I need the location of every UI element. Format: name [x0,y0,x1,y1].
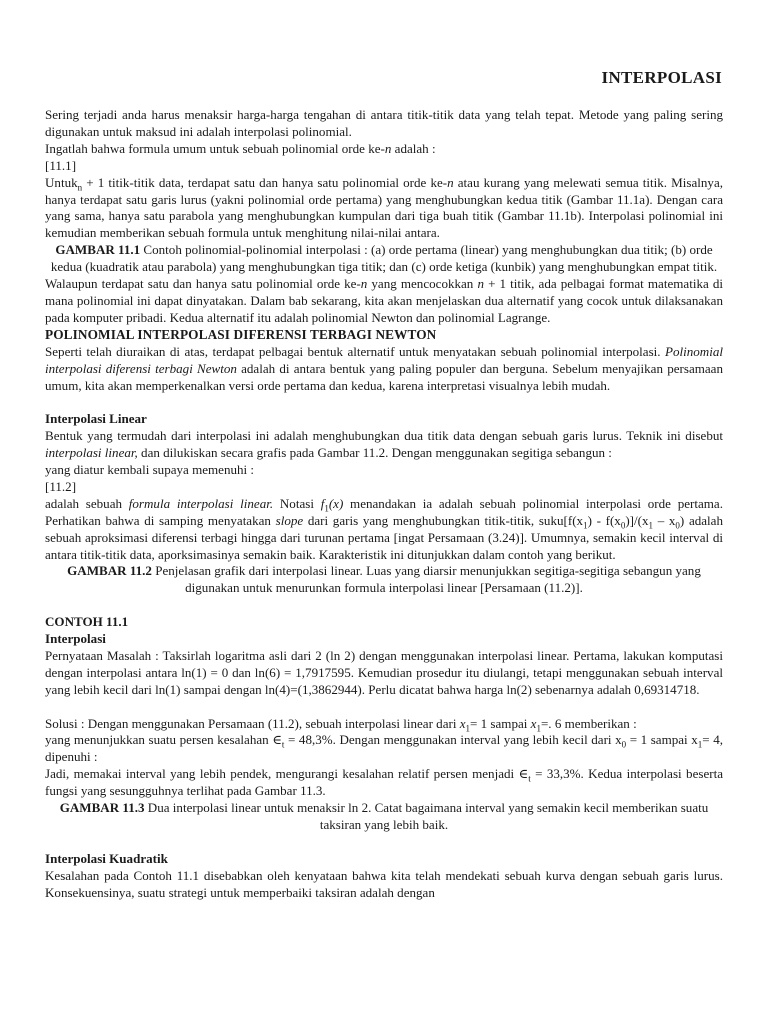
text-run: adalah di antara bentuk yang paling populer dan berguna. Sebelum menyajikan persamaan umum, kita akan memperkenalkan versi orde pertama dan kedua, karena interpretasi visualnya lebih mudah. [45,360,723,393]
equation-ref-11-2: [11.2] [45,478,77,494]
equation-ref-11-1: [11.1] [45,157,77,173]
subsection-heading-linear: Interpolasi Linear [45,411,147,427]
italic-term: interpolasi linear, [45,445,138,461]
text-run: dari garis yang menghubungkan titik-titik, suku[f(x [303,512,584,528]
document-body [45,107,723,902]
linear-paragraph-1 [45,428,723,462]
section-heading-newton: POLINOMIAL INTERPOLASI DIFERENSI TERBAGI NEWTON [45,326,437,342]
text-run: Bentuk yang termudah dari interpolasi ini adalah menghubungkan dua titik data dengan sebuah garis lurus. Teknik ini disebut [45,428,723,444]
subscript: 0 [675,520,680,531]
figure-11-2-caption [45,563,723,597]
variable-x: x [459,715,466,731]
subscript: 0 [621,740,627,751]
text-run: ) - f(x [587,512,621,528]
text-run: yang menunjukkan suatu persen kesalahan ∈ [45,732,282,748]
text-run: – x [653,512,676,528]
quadratic-paragraph: Kesalahan pada Contoh 11.1 disebabkan oleh kenyataan bahwa kita telah mendekati sebuah kurva dengan sebuah garis lurus. Konsekuensinya, suatu strategi untuk memperbaiki taksiran adalah dengan [45,867,723,900]
page-title: INTERPOLASI [601,68,722,87]
subscript: 0 [620,520,626,531]
text-run: dan dilukiskan secara grafis pada Gambar 11.2. Dengan menggunakan segitiga sebangun : [137,445,612,461]
newton-paragraph [45,344,723,395]
intro-paragraph: Sering terjadi anda harus menaksir harga-harga tengahan di antara titik-titik data yang telah tepat. Metode yang paling sering digunakan untuk maksud ini adalah interpolasi polinomial. [45,107,723,139]
text-run: yang mencocokkan [367,276,478,292]
spacer [45,699,723,716]
variable-x: x [530,715,537,731]
figure-11-3-caption [45,800,723,834]
subsection-heading-quadratic: Interpolasi Kuadratik [45,850,168,866]
example-solution-1 [45,716,723,733]
variable-n: n [447,174,454,190]
text-run: =. 6 memberikan : [540,715,637,731]
function-f: f [320,495,325,511]
example-subheading: Interpolasi [45,631,106,647]
subscript: 1 [536,723,541,734]
text-run: = 1 sampai [470,715,531,731]
figure-label: GAMBAR 11.1 [55,242,141,258]
text-run: = 1 sampai x [626,732,698,748]
formula-intro-paragraph [45,141,723,158]
text-run: Seperti telah diuraikan di atas, terdapat pelbagai bentuk alternatif untuk menyatakan sebuah polinomial interpolasi. [45,343,665,359]
text-run: Untuk [45,174,78,190]
text-run: Solusi : Dengan menggunakan Persamaan (11.2), sebuah interpolasi linear dari [45,715,460,731]
spacer [45,834,723,851]
linear-paragraph-3 [45,496,723,564]
italic-term: slope [275,512,304,528]
text-run: Notasi [273,495,321,511]
variable-n: n [360,276,368,292]
example-problem: Pernyataan Masalah : Taksirlah logaritma asli dari 2 (ln 2) dengan menggunakan interpolasi linear. Pertama, lakukan komputasi dengan interpolasi antara ln(1) = 0 dan ln(6) = 1,7917595. Kemudian prosedur itu diulangi, tetapi menggunakan sebuah interval yang lebih kecil dari ln(1) sampai dengan ln(4)=(1,3862944). Perlu dicatat bahwa harga ln(2) sebenarnya adalah 0,69314718. [45,647,723,697]
subscript: 1 [697,740,703,751]
text-run: Ingatlah bahwa formula umum untuk sebuah polinomial orde ke- [45,140,385,156]
text-run: Walaupun terdapat satu dan hanya satu polinomial orde ke- [45,276,361,292]
text-run: atau kurang yang melewati semua titik. Misalnya, hanya terdapat satu garis lurus (yakni polinomial orde pertama) yang menghubungkan kedua titik (Gambar 11.1a). Dengan cara yang sama, hanya satu parabola yang menghubungkan kumpulan dari tiga buah titik (Gambar 11.1b). Interpolasi polinomial ini kemudian memberikan sebuah formula untuk menghitung nilai-nilai antara. [45,174,723,241]
subscript: t [281,740,285,751]
example-solution-2 [45,732,723,766]
text-run: = 48,3%. Dengan menggunakan interval yang lebih kecil dari x [284,732,622,748]
spacer [45,597,723,614]
variable-n: n [477,276,484,292]
variable-n: n [384,140,392,156]
text-run: )]/(x [625,512,649,528]
text-run: ) adalah sebuah aproksimasi diferensi terbagi hingga dari turunan pertama [ingat Persamaan (3.24)]. Umumnya, semakin kecil interval di antara titik-titik data, aporksimasinya semakin baik. Karakteristik ini ditunjukkan dalam contoh yang berikut. [45,512,723,562]
subscript: 1 [465,723,471,734]
italic-term: formula interpolasi linear. [128,495,274,511]
text-run: = 4, dipenuhi : [45,732,723,765]
points-paragraph [45,175,723,243]
subscript: 1 [583,520,588,531]
example-heading: CONTOH 11.1 [45,614,129,630]
figure-label: GAMBAR 11.2 [67,563,152,579]
figure-caption-text: Dua interpolasi linear untuk menaksir ln 2. Catat bagaimana interval yang semakin kecil memberikan suatu taksiran yang lebih baik. [144,800,709,833]
italic-term: Polinomial interpolasi diferensi terbagi Newton [45,343,723,376]
text-run: + 1 titik-titik data, terdapat satu dan hanya satu polinomial orde ke- [82,174,448,190]
subscript: 1 [324,503,329,514]
argument-x: (x) [328,495,344,511]
figure-label: GAMBAR 11.3 [59,800,145,816]
linear-paragraph-2: yang diatur kembali supaya memenuhi : [45,462,255,478]
text-run: + 1 titik, ada pelbagai format matematika di mana polinomial ini dapat dinyatakan. Dalam bab sekarang, kita akan menjelaskan dua alternatif yang cocok untuk dilaksanakan pada komputer pribadi. Kedua alternatif itu adalah polinomial Newton dan polinomial Lagrange. [45,276,724,325]
subscript: 1 [648,520,654,531]
figure-11-1-caption [45,242,723,276]
example-solution-3 [45,766,723,800]
subscript: t [528,773,531,784]
text-run: = 33,3%. Kedua interpolasi beserta fungsi yang sesungguhnya terlihat pada Gambar 11.3. [45,766,724,799]
text-run: Jadi, memakai interval yang lebih pendek, mengurangi kesalahan relatif persen menjadi ∈ [45,766,529,782]
spacer [45,394,723,411]
text-run: adalah sebuah [45,495,129,511]
figure-caption-text: Penjelasan grafik dari interpolasi linear. Luas yang diarsir menunjukkan segitiga-segitiga sebangun yang digunakan untuk menurunkan formula interpolasi linear [Persamaan (11.2)]. [151,563,701,596]
figure-caption-text: Contoh polinomial-polinomial interpolasi : (a) orde pertama (linear) yang menghubungkan dua titik; (b) orde kedua (kuadratik atau parabola) yang menghubungkan tiga titik; dan (c) orde ketiga (kunbik) yang menghubungkan empat titik. [50,242,718,275]
formats-paragraph [45,276,723,327]
subscript-n: n [77,182,83,193]
text-run: menandakan ia adalah sebuah polinomial interpolasi orde pertama. Perhatikan bahwa di samping menyatakan [45,495,723,528]
text-run: adalah : [391,140,436,156]
